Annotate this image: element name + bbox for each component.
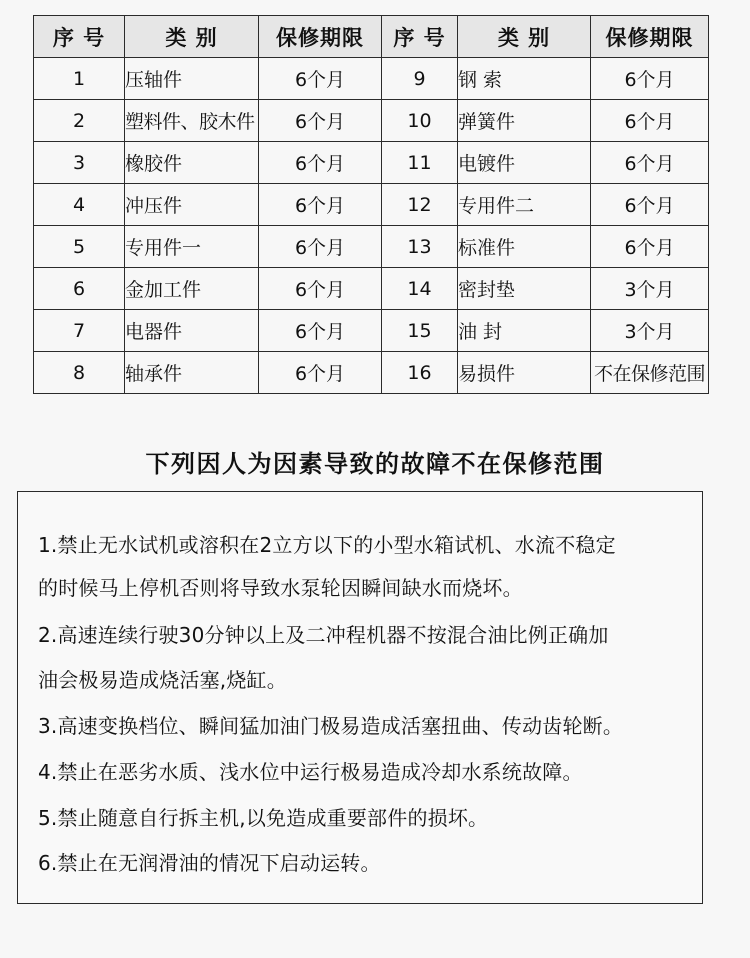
header-category-left: 类 别 [125,16,259,58]
row-no: 9 [382,58,458,100]
row-category: 压轴件 [125,58,259,100]
header-no-left: 序 号 [34,16,125,58]
row-no: 12 [382,184,458,226]
row-period: 6个月 [259,310,382,352]
row-period: 6个月 [259,226,382,268]
rule-line: 1.禁止无水试机或溶积在2立方以下的小型水箱试机、水流不稳定 [38,533,616,557]
row-category: 钢 索 [458,58,591,100]
rule-line: 的时候马上停机否则将导致水泵轮因瞬间缺水而烧坏。 [38,576,523,600]
section-title: 下列因人为因素导致的故障不在保修范围 [145,450,605,478]
rule-line: 4.禁止在恶劣水质、浅水位中运行极易造成冷却水系统故障。 [38,760,583,784]
row-period: 6个月 [259,268,382,310]
rule-line: 5.禁止随意自行拆主机,以免造成重要部件的损坏。 [38,806,489,830]
row-category: 轴承件 [125,352,259,394]
table-header-row [34,16,709,58]
row-no: 2 [34,100,125,142]
row-no: 7 [34,310,125,352]
row-category: 易损件 [458,352,591,394]
row-no: 15 [382,310,458,352]
row-category: 橡胶件 [125,142,259,184]
row-period: 3个月 [591,268,709,310]
row-no: 4 [34,184,125,226]
header-period-right: 保修期限 [591,16,709,58]
table-row [34,226,709,268]
row-period: 6个月 [591,58,709,100]
row-no: 13 [382,226,458,268]
row-period: 6个月 [591,142,709,184]
table-row [34,58,709,100]
row-no: 16 [382,352,458,394]
row-period: 3个月 [591,310,709,352]
row-category: 塑料件、胶木件 [125,100,259,142]
rule-line: 油会极易造成烧活塞,烧缸。 [38,668,287,692]
row-category: 电器件 [125,310,259,352]
row-period: 6个月 [591,184,709,226]
row-period: 6个月 [259,142,382,184]
row-category: 标准件 [458,226,591,268]
rule-line: 3.高速变换档位、瞬间猛加油门极易造成活塞扭曲、传动齿轮断。 [38,714,624,738]
row-category: 电镀件 [458,142,591,184]
row-category: 金加工件 [125,268,259,310]
table-row [34,100,709,142]
row-period: 不在保修范围 [591,352,709,394]
rule-line: 2.高速连续行驶30分钟以上及二冲程机器不按混合油比例正确加 [38,623,609,647]
row-no: 3 [34,142,125,184]
warranty-table [33,15,709,394]
header-period-left: 保修期限 [259,16,382,58]
row-category: 冲压件 [125,184,259,226]
row-category: 油 封 [458,310,591,352]
header-category-right: 类 别 [458,16,591,58]
row-period: 6个月 [591,100,709,142]
rule-line: 6.禁止在无润滑油的情况下启动运转。 [38,851,381,875]
header-no-right: 序 号 [382,16,458,58]
row-category: 专用件二 [458,184,591,226]
table-row [34,184,709,226]
row-no: 11 [382,142,458,184]
row-period: 6个月 [259,100,382,142]
row-no: 10 [382,100,458,142]
table-row [34,268,709,310]
row-category: 密封垫 [458,268,591,310]
row-period: 6个月 [591,226,709,268]
table-row [34,352,709,394]
table-row [34,142,709,184]
rules-box [17,491,703,904]
row-no: 14 [382,268,458,310]
row-category: 弹簧件 [458,100,591,142]
row-period: 6个月 [259,352,382,394]
row-period: 6个月 [259,184,382,226]
row-no: 5 [34,226,125,268]
table-row [34,310,709,352]
row-no: 1 [34,58,125,100]
row-no: 8 [34,352,125,394]
row-no: 6 [34,268,125,310]
row-category: 专用件一 [125,226,259,268]
row-period: 6个月 [259,58,382,100]
